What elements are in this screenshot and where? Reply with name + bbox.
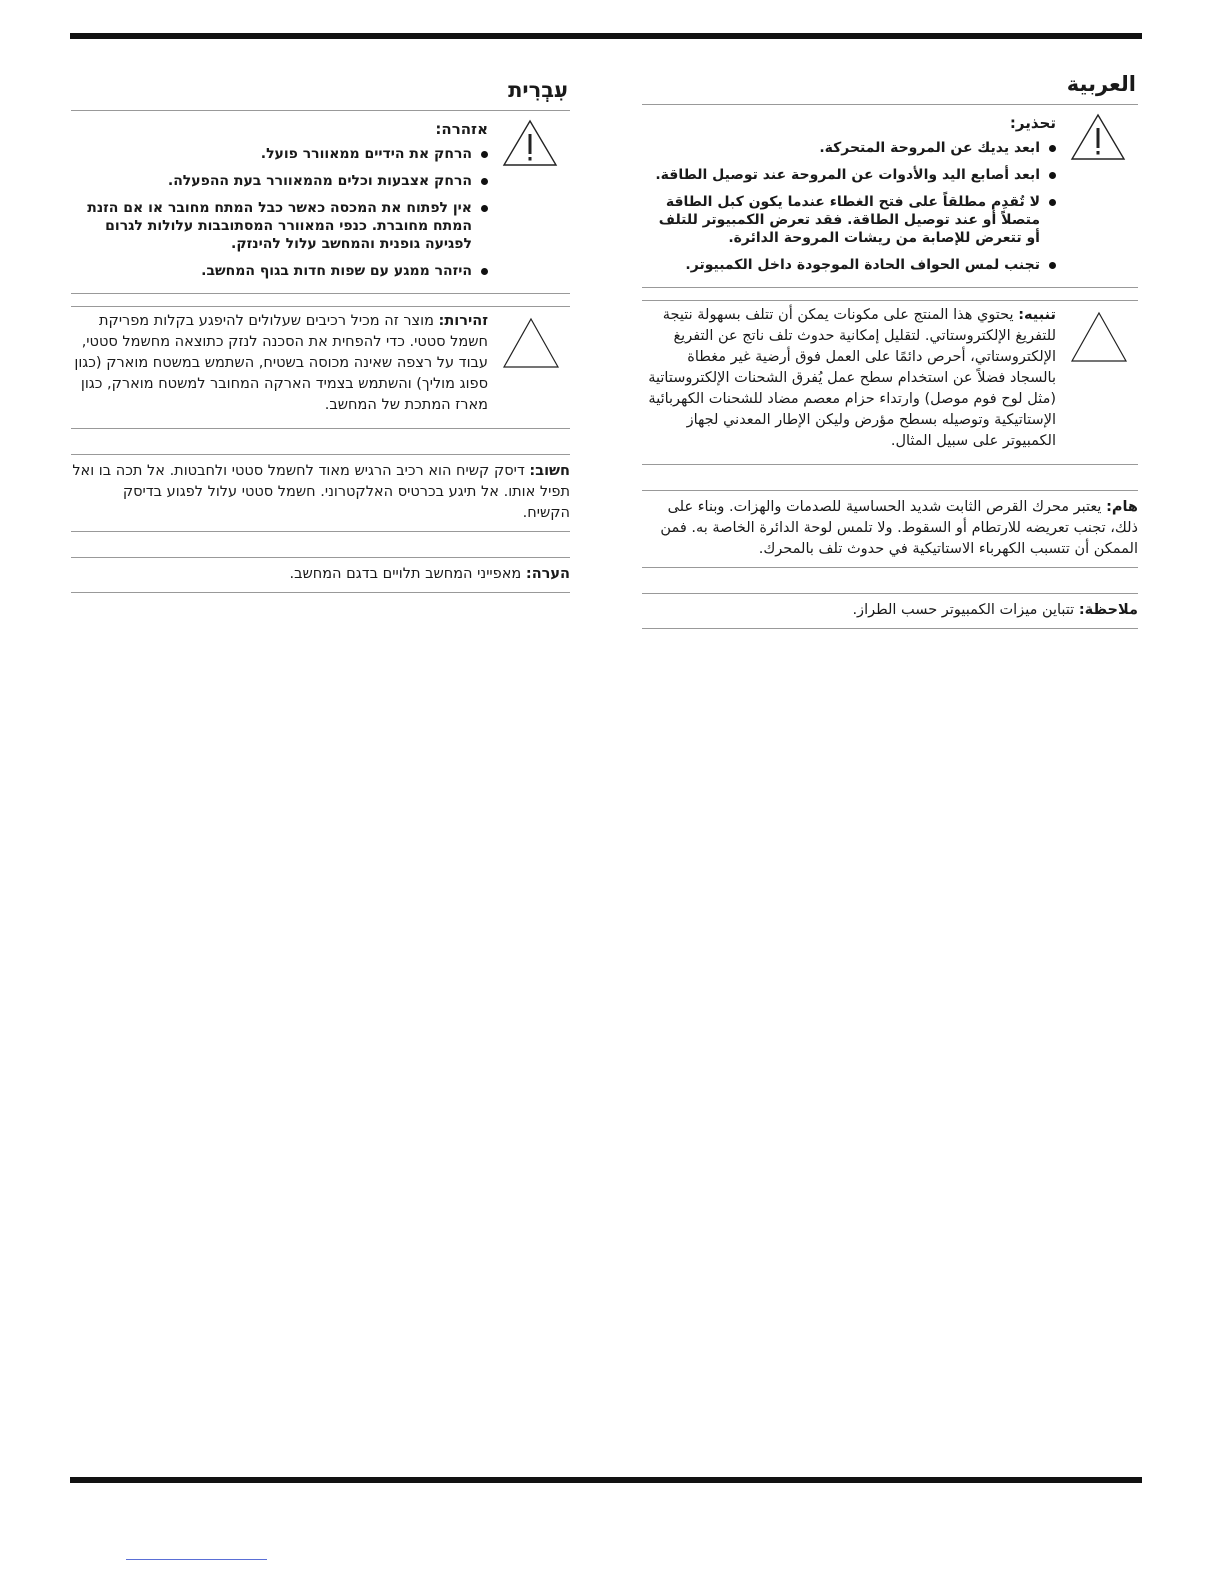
bullet-icon bbox=[481, 205, 488, 212]
hebrew-note-text: מאפייני המחשב תלויים בדגם המחשב. bbox=[289, 566, 522, 582]
caution-icon bbox=[1070, 311, 1128, 363]
hebrew-warning-list bbox=[71, 145, 488, 280]
hebrew-warning-label: אזהרה: bbox=[435, 120, 488, 138]
hebrew-title: עִבְרִית bbox=[71, 76, 570, 111]
divider bbox=[642, 568, 1138, 594]
warning-icon bbox=[1070, 113, 1126, 161]
hebrew-caution-block bbox=[71, 306, 570, 429]
bullet-icon bbox=[481, 151, 488, 158]
arabic-note-block bbox=[642, 594, 1138, 629]
list-item bbox=[642, 166, 1056, 184]
top-rule bbox=[70, 33, 1142, 39]
arabic-note-label: ملاحظة: bbox=[1078, 602, 1138, 618]
warning-item-text: הרחק את הידיים ממאוורר פועל. bbox=[260, 146, 472, 162]
hebrew-note-label: הערה: bbox=[525, 566, 570, 582]
hebrew-caution-label: זהירות: bbox=[438, 313, 488, 329]
hebrew-note-block bbox=[71, 558, 570, 593]
list-item bbox=[71, 145, 488, 163]
divider bbox=[642, 465, 1138, 491]
bullet-icon bbox=[481, 268, 488, 275]
warning-item-text: ابعد أصابع اليد والأدوات عن المروحة عند توصيل الطاقة. bbox=[655, 167, 1040, 183]
hebrew-important-label: חשוב: bbox=[529, 463, 570, 479]
warning-item-text: הרחק אצבעות וכלים מהמאוורר בעת ההפעלה. bbox=[167, 173, 472, 189]
list-item bbox=[642, 256, 1056, 274]
arabic-caution-label: تنبيه: bbox=[1018, 307, 1056, 323]
bullet-icon bbox=[481, 178, 488, 185]
arabic-important-text: يعتبر محرك القرص الثابت شديد الحساسية للصدمات والهزات. وبناء على ذلك، تجنب تعريضه للارتطام أو السقوط. ولا تلمس لوحة الدائرة الخاصة به. فمن الممكن أن تتسبب الكهرباء الاستاتيكية في حدوث تلف بالمحرك. bbox=[660, 499, 1138, 557]
arabic-important-label: هام: bbox=[1106, 499, 1138, 515]
arabic-title: العربية bbox=[642, 70, 1138, 105]
bullet-icon bbox=[1049, 172, 1056, 179]
footer-link-underline bbox=[126, 1559, 267, 1560]
arabic-warning-block bbox=[642, 105, 1138, 288]
arabic-warning-label: تحذير: bbox=[1009, 114, 1056, 132]
bullet-icon bbox=[1049, 199, 1056, 206]
list-item bbox=[642, 193, 1056, 247]
arabic-note-text: تتباين ميزات الكمبيوتر حسب الطراز. bbox=[852, 602, 1075, 618]
warning-item-text: تجنب لمس الحواف الحادة الموجودة داخل الكمبيوتر. bbox=[685, 257, 1040, 273]
hebrew-important-text: דיסק קשיח הוא רכיב הרגיש מאוד לחשמל סטטי ולחבטות. אל תכה בו ואל תפיל אותו. אל תיגע בכרטיס האלקטרוני. חשמל סטטי עלול לפגוע בדיסק הקשיח. bbox=[72, 463, 570, 521]
divider bbox=[71, 429, 570, 455]
warning-item-text: لا تُقدِم مطلقاً على فتح الغطاء عندما يكون كبل الطاقة متصلاً أو عند توصيل الطاقة. فقد تعرض الكمبيوتر للتلف أو تتعرض للإصابة من ريشات المروحة الدائرة. bbox=[658, 194, 1040, 246]
bullet-icon bbox=[1049, 145, 1056, 152]
bottom-rule bbox=[70, 1477, 1142, 1483]
warning-item-text: ابعد يديك عن المروحة المتحركة. bbox=[819, 140, 1040, 156]
warning-icon bbox=[502, 119, 558, 167]
list-item bbox=[71, 262, 488, 280]
hebrew-warning-block bbox=[71, 111, 570, 294]
list-item bbox=[71, 199, 488, 253]
hebrew-caution-text: מוצר זה מכיל רכיבים שעלולים להיפגע בקלות מפריקת חשמל סטטי. כדי להפחית את הסכנה לנזק כתוצאה מחשמל סטטי, עבוד על רצפה שאינה מכוסה בשטיח, השתמש במשטח מוארק (כגון ספוג מוליך) והשתמש בצמיד הארקה המחובר למשטח מוארק, כגון מארז המתכת של המחשב. bbox=[74, 313, 488, 413]
bullet-icon bbox=[1049, 262, 1056, 269]
arabic-column bbox=[642, 70, 1138, 629]
divider bbox=[71, 532, 570, 558]
arabic-caution-block bbox=[642, 300, 1138, 465]
warning-item-text: אין לפתוח את המכסה כאשר כבל המתח מחובר או אם הזנת המתח מחוברת. כנפי המאוורר המסתובבות עלולות לגרום לפגיעה גופנית והמחשב עלול להינזק. bbox=[87, 200, 472, 252]
hebrew-column bbox=[71, 76, 570, 593]
warning-item-text: היזהר ממגע עם שפות חדות בגוף המחשב. bbox=[201, 263, 472, 279]
arabic-important-block bbox=[642, 491, 1138, 568]
list-item bbox=[642, 139, 1056, 157]
list-item bbox=[71, 172, 488, 190]
caution-icon bbox=[502, 317, 560, 369]
hebrew-important-block bbox=[71, 455, 570, 532]
arabic-warning-list bbox=[642, 139, 1056, 274]
arabic-caution-text: يحتوي هذا المنتج على مكونات يمكن أن تتلف بسهولة نتيجة للتفريغ الإلكتروستاتي. لتقليل إمكانية حدوث تلف ناتج عن التفريغ الإلكتروستاتي، أحرص دائمًا على العمل فوق أرضية غير مغطاة بالسجاد فضلاً عن استخدام سطح عمل يُفرق الشحنات الإلكتروستاتية (مثل لوح فوم موصل) وارتداء حزام معصم مضاد للشحنات الكهربائية الإستاتيكية وتوصيله بسطح مؤرض وليكن الإطار المعدني لجهاز الكمبيوتر على سبيل المثال. bbox=[648, 307, 1056, 449]
